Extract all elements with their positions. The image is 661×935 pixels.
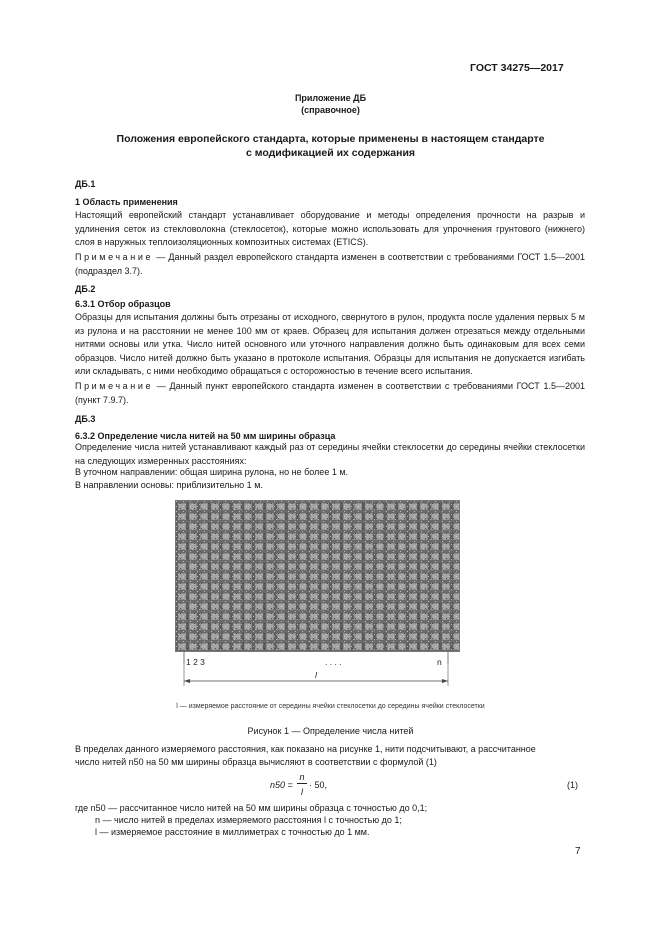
db3-label: ДБ.3: [75, 414, 96, 424]
formula-intro-1: В пределах данного измеряемого расстояния, как показано на рисунке 1, нити подсчитывают, а рассчитанное: [75, 744, 536, 754]
formula-denominator: l: [301, 787, 303, 797]
figure-caption: Рисунок 1 — Определение числа нитей: [247, 726, 414, 736]
db2-paragraph: Образцы для испытания должны быть отрезаны от исходного, свернутого в рулон, продукта после удаления первых 5 м из рулона и на расстоянии не менее 100 мм от краев. Образец для испытания должен отрезаться между отдельными нитями основы или утка. Число нитей основного или уточного направления должно быть одинаковым для всех семи образцов. Число нитей должно быть указано в протоколе испытания. Образцы для испытания не допускается изгибать или складывать, с ними необходимо обращаться с осторожностью в течение всего испытания.: [75, 312, 585, 376]
appendix-subtitle: (справочное): [301, 105, 360, 115]
db2-note: [75, 380, 585, 407]
mesh-figure: [175, 500, 461, 686]
standard-header: ГОСТ 34275—2017: [470, 62, 564, 74]
db1-section: 1 Область применения: [75, 197, 178, 207]
db2-label: ДБ.2: [75, 284, 96, 294]
formula-lhs: n50 =: [270, 780, 293, 790]
formula-intro-2: число нитей n50 на 50 мм ширины образца вычисляют в соответствии с формулой (1): [75, 757, 437, 767]
where-line-1: где n50 — рассчитанное число нитей на 50 мм ширины образца с точностью до 0,1;: [75, 803, 428, 813]
db1-note-text: — Данный раздел европейского стандарта изменен в соответствии с требованиями ГОСТ 1.5—2001 (подраздел 3.7).: [75, 252, 585, 276]
tick-labels-left: 1 2 3: [186, 657, 205, 667]
db1-note-word: Примечание: [75, 252, 154, 262]
db2-section: 6.3.1 Отбор образцов: [75, 299, 171, 309]
db3-paragraph: Определение числа нитей устанавливают каждый раз от середины ячейки стеклосетки до середины ячейки стеклосетки на следующих измеренных расстояниях:: [75, 442, 585, 466]
tick-label-n: n: [437, 657, 442, 667]
db1-paragraph: Настоящий европейский стандарт устанавливает оборудование и методы определения прочности на разрыв и удлинения сеток из стекловолокна (стеклосеток), которые можно использовать для упрочнения грунтового (нижнего) слоя в наружных теплоизоляционных композитных системах (ETICS).: [75, 210, 585, 247]
heading-line2: с модификацией их содержания: [245, 147, 416, 159]
formula-number: (1): [567, 780, 578, 790]
l-label: l: [315, 670, 317, 680]
formula-numerator: n: [299, 772, 305, 782]
db3-section: 6.3.2 Определение числа нитей на 50 мм ширины образца: [75, 431, 336, 441]
fraction-bar: [297, 783, 307, 784]
page-number: 7: [575, 846, 581, 857]
db2-note-text: — Данный пункт европейского стандарта изменен в соответствии с требованиями ГОСТ 1.5—2001 (пункт 7.9.7).: [75, 381, 585, 405]
heading-line1: Положения европейского стандарта, которые применены в настоящем стандарте: [116, 133, 545, 145]
db2-note-word: Примечание: [75, 381, 154, 391]
where-line-3: l — измеряемое расстояние в миллиметрах с точностью до 1 мм.: [95, 827, 370, 837]
db3-line1: В уточном направлении: общая ширина рулона, но не более 1 м.: [75, 467, 349, 477]
figure-legend: l — измеряемое расстояние от середины ячейки стеклосетки до середины ячейки стеклосетки: [176, 703, 485, 710]
db1-label: ДБ.1: [75, 179, 96, 189]
tick-dots: . . . .: [325, 657, 342, 667]
formula-rhs: · 50,: [309, 780, 328, 790]
db1-note: [75, 251, 585, 278]
appendix-title: Приложение ДБ: [294, 93, 367, 103]
db3-line2: В направлении основы: приблизительно 1 м.: [75, 480, 263, 490]
where-line-2: n — число нитей в пределах измеряемого расстояния l с точностью до 1;: [95, 815, 402, 825]
